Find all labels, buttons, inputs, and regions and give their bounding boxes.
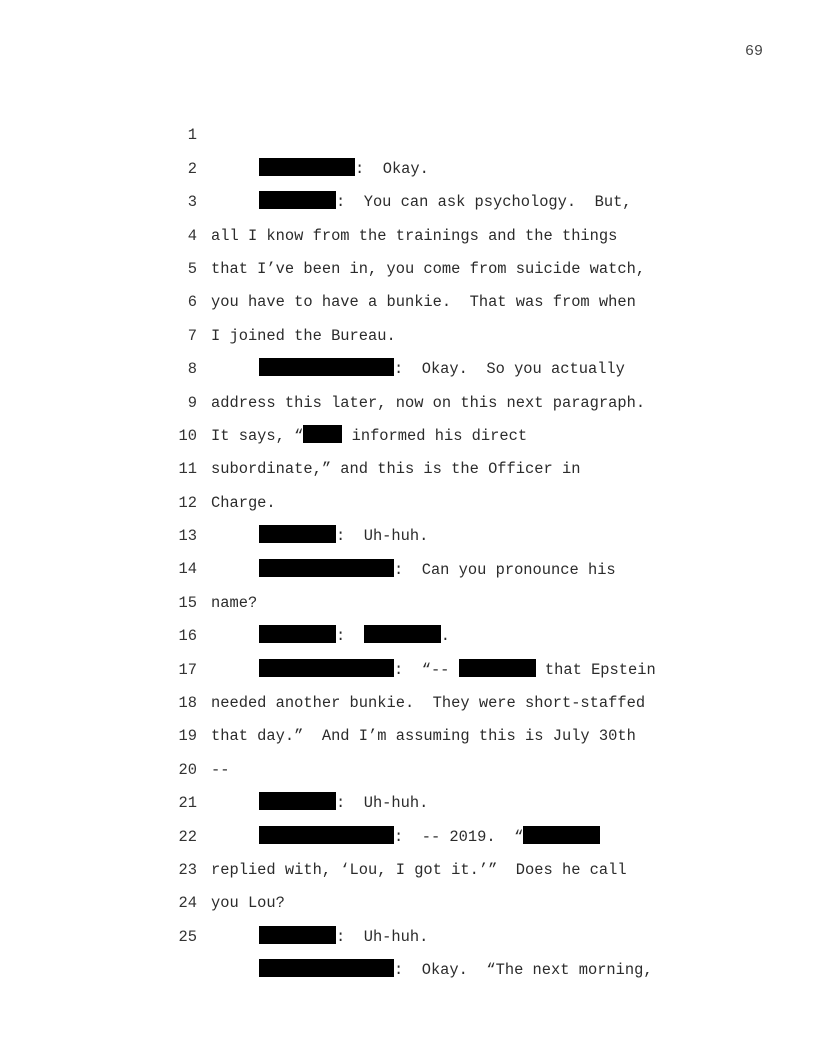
line-number: 2 bbox=[187, 159, 197, 178]
line-number: 7 bbox=[187, 326, 197, 345]
line-text: : Can you pronounce his bbox=[211, 554, 616, 587]
line-text: Charge. bbox=[211, 493, 276, 512]
line-number: 24 bbox=[178, 894, 197, 913]
line-text: you Lou? bbox=[211, 894, 285, 913]
line-text: replied with, ‘Lou, I got it.’” Does he call bbox=[211, 861, 627, 880]
line-number: 25 bbox=[178, 927, 197, 946]
line-text: It says, “ informed his direct bbox=[211, 426, 528, 445]
line-text: : Okay. bbox=[211, 153, 429, 186]
line-number: 11 bbox=[178, 460, 197, 479]
line-number: 1 bbox=[187, 126, 197, 145]
transcript-line bbox=[0, 86, 816, 178]
line-text: needed another bunkie. They were short-staffed bbox=[211, 694, 646, 713]
line-text: : You can ask psychology. But, bbox=[211, 186, 632, 219]
line-number: 18 bbox=[178, 694, 197, 713]
redacted-speaker-name bbox=[259, 926, 336, 944]
line-number: 19 bbox=[178, 727, 197, 746]
line-number: 13 bbox=[178, 527, 197, 546]
line-text: you have to have a bunkie. That was from when bbox=[211, 293, 636, 312]
line-text: : Uh-huh. bbox=[211, 921, 428, 954]
line-text: I joined the Bureau. bbox=[211, 326, 396, 345]
line-number: 14 bbox=[178, 560, 197, 579]
line-text: : Okay. “The next morning, bbox=[211, 954, 653, 987]
line-text: : -- 2019. “ bbox=[211, 821, 600, 854]
line-text: : Uh-huh. bbox=[211, 520, 428, 553]
line-text: that I’ve been in, you come from suicide watch, bbox=[211, 259, 646, 278]
line-number: 3 bbox=[187, 193, 197, 212]
line-text: : Uh-huh. bbox=[211, 787, 428, 820]
line-text: name? bbox=[211, 593, 258, 612]
line-text: : “-- that Epstein bbox=[211, 654, 656, 687]
line-text: : . bbox=[211, 620, 450, 653]
transcript-body bbox=[0, 86, 816, 980]
line-number: 9 bbox=[187, 393, 197, 412]
line-number: 16 bbox=[178, 627, 197, 646]
page-number: 69 bbox=[744, 43, 763, 60]
line-text: address this later, now on this next paragraph. bbox=[211, 393, 646, 412]
redacted-speaker-name bbox=[259, 959, 394, 977]
line-number: 20 bbox=[178, 760, 197, 779]
line-number: 22 bbox=[178, 827, 197, 846]
line-number: 23 bbox=[178, 861, 197, 879]
line-number: 15 bbox=[178, 593, 197, 612]
line-number: 21 bbox=[178, 794, 197, 813]
line-text: all I know from the trainings and the things bbox=[211, 226, 618, 245]
line-number: 12 bbox=[178, 493, 197, 512]
line-number: 8 bbox=[187, 360, 197, 379]
line-text: that day.” And I’m assuming this is July 30th bbox=[211, 727, 636, 746]
line-number: 5 bbox=[187, 259, 197, 278]
line-number: 6 bbox=[187, 293, 197, 312]
line-number: 17 bbox=[178, 660, 197, 679]
line-text: subordinate,” and this is the Officer in bbox=[211, 460, 581, 479]
line-number: 10 bbox=[178, 426, 197, 445]
line-text: -- bbox=[211, 760, 230, 779]
line-text: : Okay. So you actually bbox=[211, 353, 625, 386]
line-number: 4 bbox=[187, 226, 197, 245]
